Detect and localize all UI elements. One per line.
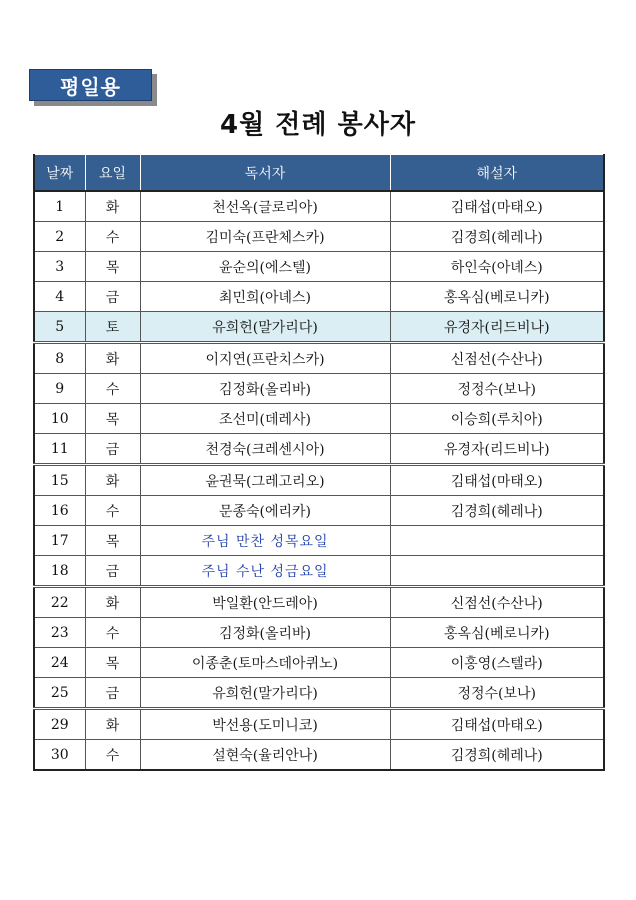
table-row (34, 556, 604, 587)
cell-day: 화 (85, 465, 140, 496)
cell-date: 4 (34, 282, 85, 312)
table-row (34, 191, 604, 222)
cell-reader: 박선용(도미니코) (140, 709, 390, 740)
schedule-table (33, 154, 605, 771)
cell-date: 9 (34, 374, 85, 404)
cell-reader: 천선옥(글로리아) (140, 191, 390, 222)
table-row (34, 222, 604, 252)
cell-reader: 이지연(프란치스카) (140, 343, 390, 374)
cell-date: 24 (34, 648, 85, 678)
cell-date: 23 (34, 618, 85, 648)
table-row (34, 648, 604, 678)
table-row (34, 252, 604, 282)
cell-reader: 설현숙(율리안나) (140, 740, 390, 771)
cell-commentator: 하인숙(아녜스) (390, 252, 604, 282)
cell-day: 금 (85, 434, 140, 465)
table-row (34, 434, 604, 465)
table-row (34, 404, 604, 434)
cell-date: 22 (34, 587, 85, 618)
schedule-type-badge: 평일용 (29, 69, 152, 101)
cell-commentator: 김경희(헤레나) (390, 740, 604, 771)
cell-commentator: 이승희(루치아) (390, 404, 604, 434)
cell-reader: 윤권묵(그레고리오) (140, 465, 390, 496)
cell-day: 토 (85, 312, 140, 343)
cell-reader: 문종숙(에리카) (140, 496, 390, 526)
header-reader: 독서자 (140, 155, 390, 192)
cell-reader: 최민희(아녜스) (140, 282, 390, 312)
cell-date: 1 (34, 191, 85, 222)
cell-reader-special-liturgy: 주님 만찬 성목요일 (140, 526, 390, 556)
table-row (34, 526, 604, 556)
cell-date: 18 (34, 556, 85, 587)
cell-commentator (390, 556, 604, 587)
cell-commentator: 김경희(헤레나) (390, 496, 604, 526)
cell-reader: 김정화(올리바) (140, 618, 390, 648)
cell-commentator: 김경희(헤레나) (390, 222, 604, 252)
cell-day: 금 (85, 678, 140, 709)
cell-date: 8 (34, 343, 85, 374)
cell-commentator: 홍옥심(베로니카) (390, 282, 604, 312)
cell-reader-special-liturgy: 주님 수난 성금요일 (140, 556, 390, 587)
cell-day: 목 (85, 648, 140, 678)
header-date: 날짜 (34, 155, 85, 192)
cell-commentator: 유경자(리드비나) (390, 312, 604, 343)
cell-commentator: 김태섭(마태오) (390, 709, 604, 740)
cell-reader: 천경숙(크레센시아) (140, 434, 390, 465)
cell-commentator: 신점선(수산나) (390, 343, 604, 374)
cell-day: 목 (85, 404, 140, 434)
table-row (34, 496, 604, 526)
cell-day: 수 (85, 740, 140, 771)
table-row (34, 343, 604, 374)
cell-day: 목 (85, 526, 140, 556)
table-header-row (34, 155, 604, 192)
cell-day: 금 (85, 282, 140, 312)
cell-commentator: 유경자(리드비나) (390, 434, 604, 465)
cell-day: 화 (85, 343, 140, 374)
cell-day: 화 (85, 709, 140, 740)
cell-reader: 윤순의(에스텔) (140, 252, 390, 282)
cell-commentator (390, 526, 604, 556)
cell-date: 2 (34, 222, 85, 252)
cell-commentator: 이홍영(스텔라) (390, 648, 604, 678)
table-row (34, 740, 604, 771)
cell-date: 17 (34, 526, 85, 556)
cell-day: 수 (85, 374, 140, 404)
cell-day: 수 (85, 496, 140, 526)
cell-day: 금 (85, 556, 140, 587)
table-row (34, 618, 604, 648)
cell-date: 25 (34, 678, 85, 709)
cell-date: 29 (34, 709, 85, 740)
cell-reader: 김정화(올리바) (140, 374, 390, 404)
table-row (34, 587, 604, 618)
cell-date: 30 (34, 740, 85, 771)
table-row (34, 465, 604, 496)
cell-reader: 김미숙(프란체스카) (140, 222, 390, 252)
table-row (34, 374, 604, 404)
cell-day: 목 (85, 252, 140, 282)
table-row (34, 709, 604, 740)
cell-reader: 이종춘(토마스데아퀴노) (140, 648, 390, 678)
cell-date: 5 (34, 312, 85, 343)
cell-date: 10 (34, 404, 85, 434)
cell-date: 15 (34, 465, 85, 496)
cell-date: 11 (34, 434, 85, 465)
cell-commentator: 홍옥심(베로니카) (390, 618, 604, 648)
cell-commentator: 신점선(수산나) (390, 587, 604, 618)
header-commentator: 해설자 (390, 155, 604, 192)
cell-commentator: 김태섭(마태오) (390, 465, 604, 496)
header-day: 요일 (85, 155, 140, 192)
cell-commentator: 김태섭(마태오) (390, 191, 604, 222)
cell-day: 화 (85, 191, 140, 222)
cell-reader: 박일환(안드레아) (140, 587, 390, 618)
cell-commentator: 정정수(보나) (390, 374, 604, 404)
page-title: 4월 전례 봉사자 (220, 110, 416, 140)
cell-commentator: 정정수(보나) (390, 678, 604, 709)
cell-date: 3 (34, 252, 85, 282)
cell-day: 수 (85, 222, 140, 252)
cell-reader: 유희헌(말가리다) (140, 312, 390, 343)
cell-day: 수 (85, 618, 140, 648)
cell-date: 16 (34, 496, 85, 526)
cell-day: 화 (85, 587, 140, 618)
table-row (34, 678, 604, 709)
cell-reader: 조선미(데레사) (140, 404, 390, 434)
cell-reader: 유희헌(말가리다) (140, 678, 390, 709)
table-row (34, 282, 604, 312)
table-row-highlighted (34, 312, 604, 343)
